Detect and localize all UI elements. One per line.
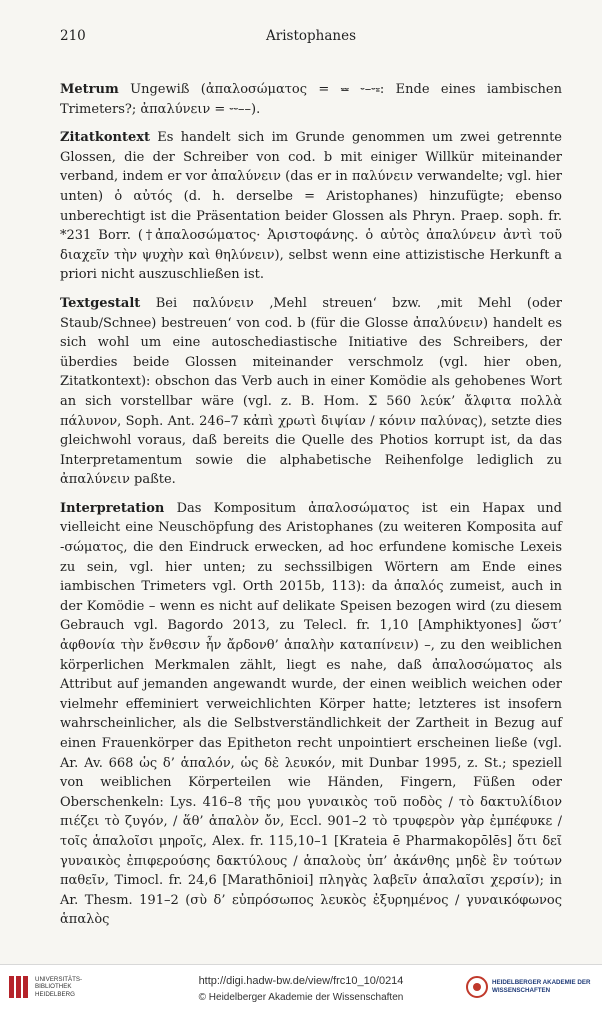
section-label: Interpretation (60, 500, 165, 516)
section-interpretation (60, 499, 562, 930)
copyright-notice: © Heidelberger Akademie der Wissenschaften (198, 992, 404, 1003)
section-label: Metrum (60, 82, 119, 97)
page-header (60, 28, 562, 48)
emblem-core (473, 983, 481, 991)
section-body: Das Kompositum ἀπαλοσώματος ist ein Hapax und vielleicht eine Neuschöpfung des Aristophanes (zu weiteren Komposita auf -σώματος, die den Eindruck erwecken, ad hoc erfundene komische Lexeis zu sein, vgl. hier unten; zu sechssilbigen Wörtern am Ende eines iambischen Trimeters vgl. Orth 2015b, 113): da ἁπαλός zumeist, auch in der Komödie – wenn es nicht auf delikate Speisen bezogen wird (zu diesem Gebrauch vgl. Bagordo 2013, zu Telecl. fr. 1,10 [Amphiktyones] ὥστ’ ἀφθονία τὴν ἔνθεσιν ἦν ἄρδονθ’ ἁπαλὴν καταπίνειν) –, zu den weiblichen körperlichen Merkmalen zählt, liegt es nahe, daß ἀπαλοσώματος als Attribut auf jemanden angewandt wurde, der einen weiblich weichen oder vielmehr effeminiert verweichlichten Körper hatte; letzteres ist insofern wahrscheinlicher, als die Selbstverständlichkeit der Zartheit in Bezug auf einen Frauenkörper das Epitheton recht unpointiert erscheinen ließe (vgl. Ar. Av. 668 ὡς δ’ ἁπαλόν, ὡς δὲ λευκόν, mit Dunbar 1995, z. St.; speziell von weiblichen Körperteilen wie Händen, Fingern, Füßen oder Oberschenkeln: Lys. 416–8 τῆς μου γυναικὸς τοῦ ποδὸς / τὸ δακτυλίδιον πιέζει τὸ ζυγόν, / ἅθ’ ἁπαλὸν ὄν, Eccl. 901–2 τὸ τρυφερὸν γὰρ ἐμπέφυκε / τοῖς ἁπαλοῖσι μηροῖς, Alex. fr. 115,10–1 [Krateia ē Pharmakopōlēs] ὅτι δεῖ γυναικὸς ἐπιφερούσης δακτύλους / ἁπαλοὺς ὑπ’ ἀκάνθης μηδὲ ἓν τούτων παθεῖν, Timocl. fr. 24,6 [Marathōnioi] πληγὰς λαβεῖν ἁπαλαῖσι χερσίν); in Ar. Thesm. 191–2 (σὺ δ’ εὐπρόσωπος λευκὸς ἐξυρημένος / γυναικόφωνος ἁπαλὸς (60, 500, 563, 928)
section-body: Ungewiß (ἀπαλοσώματος = ⏕ ⏑–⏑⏓: Ende eines iambischen Trimeters?; ἀπαλύνειν = ⏑⏑––). (60, 82, 562, 117)
academy-logo-text: HEIDELBERGER AKADEMIE DER WISSENSCHAFTEN (492, 979, 591, 994)
library-logo-text: UNIVERSITÄTS-BIBLIOTHEK HEIDELBERG (35, 976, 83, 998)
academy-logo[interactable] (466, 975, 596, 1001)
academy-emblem-icon (466, 975, 488, 999)
page-number: 210 (60, 28, 86, 44)
section-textgestalt (60, 294, 562, 490)
section-body: Bei παλύνειν ‚Mehl streuen‘ bzw. ‚mit Mehl (oder Staub/Schnee) bestreuen‘ von cod. b (für die Glosse ἀπαλύνειν) handelt es sich wohl um eine autoschediastische Initiative des Schreibers, der überdies beide Glossen miteinander verschmolz (vgl. hier oben, Zitatkontext): obschon das Verb auch in einer Komödie als gehobenes Wort an sich vorstellbar wäre (vgl. z. B. Hom. Σ 560 λεύκ’ ἄλφιτα πολλὰ πάλυνον, Soph. Ant. 246–7 κἀπὶ χρωτὶ διψίαν / κόνιν παλύνας), setzte dies gleichwohl voraus, daß bereits die Quelle des Photios korrupt ist, da das Interpretamentum sowie die alphabetische Reihenfolge lediglich zu ἀπαλύνειν paßte. (60, 295, 562, 488)
running-title: Aristophanes (266, 28, 356, 44)
section-label: Zitatkontext (60, 130, 151, 146)
section-body: Es handelt sich im Grunde genommen um zwei getrennte Glossen, die der Schreiber von cod. b mit einiger Willkür miteinander verband, indem er vor ἀπαλύνειν (das er in παλύνειν verwandelte; vgl. hier unten) ὁ αὐτός (d. h. derselbe = Aristophanes) hinzufügte; ebenso unberechtigt ist die Präsentation beider Glossen als Phryn. Praep. soph. fr. *231 Borr. (†ἀπαλοσώματος· Ἀριστοφάνης. ὁ αὐτὸς ἀπαλύνειν ἀντὶ τοῦ διαχεῖν τὴν ψυχὴν καὶ θηλύνειν), selbst wenn eine attizistische Herkunft a priori nicht auszuschließen ist. (60, 130, 562, 283)
section-zitatkontext (60, 128, 562, 285)
section-label: Textgestalt (60, 295, 141, 311)
main-text (60, 80, 562, 939)
section-metrum (60, 80, 562, 119)
page-url-link[interactable]: http://digi.hadw-bw.de/view/frc10_10/0214 (198, 975, 404, 987)
viewer-footer (0, 964, 602, 1009)
